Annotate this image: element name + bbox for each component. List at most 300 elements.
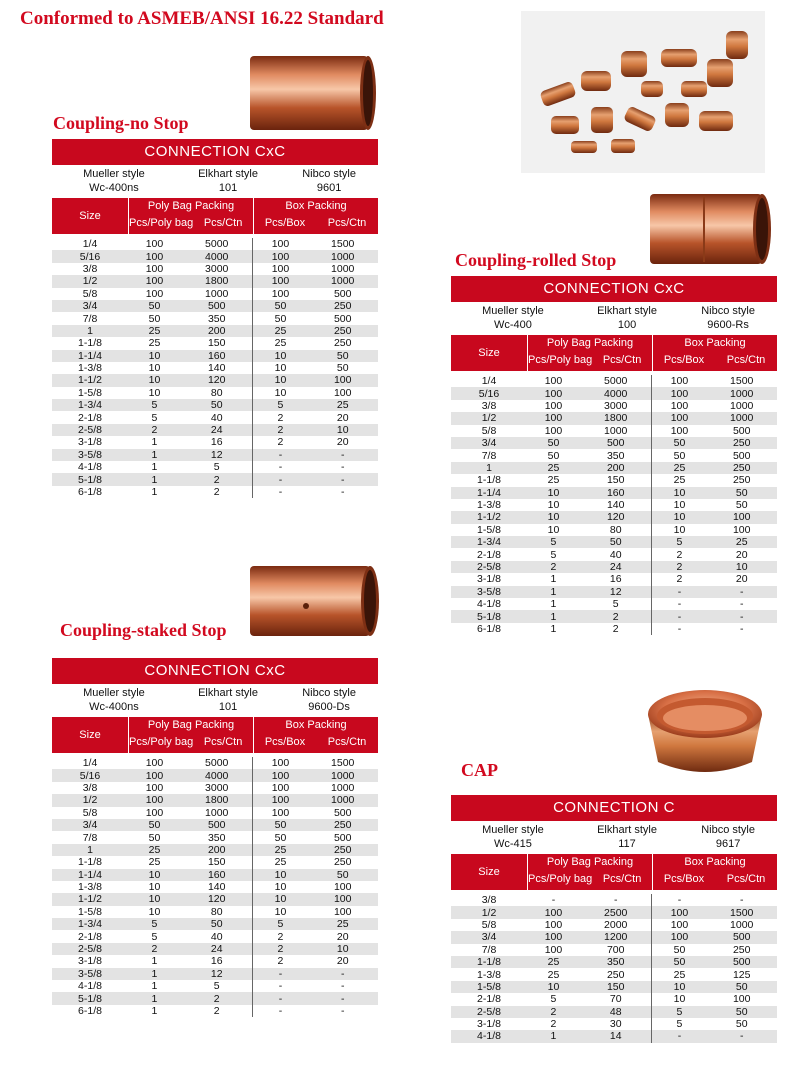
value-cell: 10 xyxy=(652,993,706,1005)
table-row xyxy=(52,300,378,312)
value-cell: 5 xyxy=(128,918,181,930)
size-cell: 2-5/8 xyxy=(451,561,527,573)
value-cell: 500 xyxy=(333,831,352,844)
style-references xyxy=(451,304,777,332)
value-cell: 100 xyxy=(145,757,164,770)
value-cell: 100 xyxy=(253,769,307,781)
poly-bag-group xyxy=(528,854,652,890)
value-cell: 2 xyxy=(213,486,220,498)
value-cell: 500 xyxy=(580,437,652,449)
size-cell: 1-3/8 xyxy=(78,881,102,894)
value-cell: 120 xyxy=(181,374,253,386)
poly-bag-header: Poly Bag Packing xyxy=(147,719,235,731)
size-cell: 1-1/8 xyxy=(78,856,102,869)
value-cell: 100 xyxy=(652,931,706,943)
elkhart-value: 100 xyxy=(617,319,637,331)
size-cell: 1-3/4 xyxy=(451,536,527,548)
value-cell: 2000 xyxy=(604,918,628,931)
value-cell: 1800 xyxy=(181,794,253,806)
size-cell: 1-5/8 xyxy=(477,523,501,536)
value-cell: 100 xyxy=(145,781,164,794)
table-row xyxy=(52,992,378,1004)
value-cell: 700 xyxy=(606,943,625,956)
value-cell: 16 xyxy=(210,955,223,968)
elkhart-value: 101 xyxy=(218,701,238,713)
mueller-label: Mueller style xyxy=(482,824,544,836)
table-row xyxy=(52,869,378,881)
size-cell: 4-1/8 xyxy=(78,461,102,474)
table-row xyxy=(52,337,378,349)
value-cell: 10 xyxy=(527,981,580,993)
value-cell: 2 xyxy=(253,436,307,448)
size-cell: 5-1/8 xyxy=(52,473,128,485)
page-title: Conformed to ASMEB/ANSI 16.22 Standard xyxy=(20,8,384,29)
value-cell: 250 xyxy=(732,474,751,487)
value-cell: 10 xyxy=(307,943,378,955)
value-cell: 100 xyxy=(253,794,307,806)
value-cell: 100 xyxy=(253,275,307,287)
size-header: Size xyxy=(451,854,528,890)
size-cell: 1-1/4 xyxy=(52,350,128,362)
value-cell: 1000 xyxy=(706,387,777,399)
value-cell: 50 xyxy=(706,981,777,993)
value-cell: 1500 xyxy=(706,906,777,918)
fittings-assortment-photo xyxy=(521,11,765,173)
table-row xyxy=(52,1005,378,1017)
value-cell: 2 xyxy=(253,424,307,436)
mueller-label: Mueller style xyxy=(83,687,145,699)
elkhart-label: Elkhart style xyxy=(198,168,258,180)
table-row xyxy=(451,425,777,437)
size-cell: 1/4 xyxy=(82,757,98,770)
value-cell: 100 xyxy=(145,238,164,251)
value-cell: - xyxy=(253,968,307,980)
value-cell: 100 xyxy=(527,412,580,424)
value-cell: 100 xyxy=(527,387,580,399)
value-cell: 100 xyxy=(145,287,164,300)
table-row xyxy=(451,1030,777,1042)
value-cell: 20 xyxy=(336,411,349,424)
value-cell: 1800 xyxy=(580,412,652,424)
packing-table xyxy=(52,238,378,498)
table-row xyxy=(451,524,777,536)
value-cell: 40 xyxy=(210,930,223,943)
value-cell: 10 xyxy=(652,499,706,511)
value-cell: 100 xyxy=(307,893,378,905)
pcs-ctn-header: Pcs/Ctn xyxy=(203,217,243,229)
value-cell: 2 xyxy=(580,610,652,622)
table-row xyxy=(52,757,378,769)
value-cell: 25 xyxy=(253,856,307,868)
value-cell: 25 xyxy=(652,968,706,980)
table-row xyxy=(52,831,378,843)
value-cell: 10 xyxy=(253,869,307,881)
value-cell: 20 xyxy=(336,436,349,449)
value-cell: 2 xyxy=(253,930,307,942)
value-cell: 100 xyxy=(544,375,563,388)
value-cell: 2 xyxy=(128,943,181,955)
table-row xyxy=(52,782,378,794)
value-cell: 100 xyxy=(333,881,352,894)
value-cell: - xyxy=(706,586,777,598)
table-row xyxy=(52,275,378,287)
value-cell: 30 xyxy=(609,1018,622,1031)
value-cell: - xyxy=(652,894,706,906)
poly-bag-group xyxy=(129,198,253,234)
value-cell: 100 xyxy=(544,918,563,931)
pcs-ctn-header: Pcs/Ctn xyxy=(327,736,367,748)
table-row xyxy=(451,610,777,622)
pcs-poly-bag-header: Pcs/Poly bag xyxy=(528,354,593,366)
value-cell: 1500 xyxy=(730,375,754,388)
table-row xyxy=(52,955,378,967)
value-cell: 10 xyxy=(128,350,181,362)
value-cell: 50 xyxy=(735,1018,748,1031)
table-row xyxy=(451,536,777,548)
size-cell: 3-1/8 xyxy=(477,1018,501,1031)
value-cell: 100 xyxy=(253,757,307,769)
value-cell: - xyxy=(253,980,307,992)
size-cell: 3-1/8 xyxy=(78,436,102,449)
value-cell: 2 xyxy=(612,623,619,635)
size-cell: 5-1/8 xyxy=(52,992,128,1004)
value-cell: 1 xyxy=(128,992,181,1004)
nibco-label: Nibco style xyxy=(302,168,356,180)
size-cell: 3/4 xyxy=(451,437,527,449)
table-row xyxy=(451,956,777,968)
value-cell: 140 xyxy=(606,499,625,512)
value-cell: 2 xyxy=(181,992,253,1004)
value-cell: 2 xyxy=(253,943,307,955)
size-cell: 1-3/8 xyxy=(78,362,102,375)
table-row xyxy=(52,374,378,386)
table-row xyxy=(451,894,777,906)
value-cell: 5 xyxy=(652,536,706,548)
pcs-poly-bag-header: Pcs/Poly bag xyxy=(129,736,194,748)
value-cell: 10 xyxy=(253,387,307,399)
value-cell: 150 xyxy=(207,337,226,350)
value-cell: 100 xyxy=(128,794,181,806)
table-row xyxy=(451,906,777,918)
value-cell: 5 xyxy=(652,1006,706,1018)
value-cell: 1 xyxy=(527,586,580,598)
value-cell: 25 xyxy=(706,536,777,548)
value-cell: 100 xyxy=(652,400,706,412)
value-cell: 1 xyxy=(151,436,158,449)
value-cell: 120 xyxy=(580,511,652,523)
value-cell: 100 xyxy=(732,993,751,1006)
table-row xyxy=(52,844,378,856)
value-cell: 100 xyxy=(527,906,580,918)
size-cell: 5/16 xyxy=(451,387,527,399)
nibco-value: 9617 xyxy=(715,838,741,850)
table-row xyxy=(451,573,777,585)
box-packing-header: Box Packing xyxy=(285,719,347,731)
value-cell: 2 xyxy=(128,424,181,436)
size-cell: 1-3/4 xyxy=(52,918,128,930)
table-row xyxy=(52,893,378,905)
elkhart-value: 117 xyxy=(618,838,636,850)
style-references xyxy=(451,823,777,851)
size-cell: 3-5/8 xyxy=(52,968,128,980)
value-cell: 160 xyxy=(181,350,253,362)
value-cell: 250 xyxy=(307,844,378,856)
value-cell: 3000 xyxy=(205,781,229,794)
nibco-value: 9601 xyxy=(316,182,342,194)
size-cell: 5-1/8 xyxy=(451,610,527,622)
value-cell: 1 xyxy=(550,623,557,635)
table-row xyxy=(451,1006,777,1018)
value-cell: 5 xyxy=(253,399,307,411)
value-cell: 10 xyxy=(253,374,307,386)
value-cell: - xyxy=(652,1030,706,1042)
value-cell: 20 xyxy=(735,548,748,561)
value-cell: 100 xyxy=(544,399,563,412)
table-row xyxy=(52,362,378,374)
poly-bag-header: Poly Bag Packing xyxy=(147,200,235,212)
value-cell: 10 xyxy=(253,893,307,905)
value-cell: 500 xyxy=(706,931,777,943)
value-cell: - xyxy=(253,473,307,485)
size-cell: 1-5/8 xyxy=(451,981,527,993)
value-cell: 40 xyxy=(210,411,223,424)
table-row xyxy=(52,980,378,992)
value-cell: 140 xyxy=(207,362,226,375)
table-row xyxy=(52,461,378,473)
size-header: Size xyxy=(451,335,528,371)
table-row xyxy=(451,511,777,523)
size-cell: 3/8 xyxy=(481,894,497,907)
value-cell: 10 xyxy=(652,511,706,523)
size-cell: 7/8 xyxy=(481,449,497,462)
value-cell: 100 xyxy=(128,769,181,781)
nibco-label: Nibco style xyxy=(302,687,356,699)
value-cell: 50 xyxy=(580,536,652,548)
size-cell: 1/4 xyxy=(82,238,98,251)
size-cell: 7/8 xyxy=(481,943,497,956)
nibco-label: Nibco style xyxy=(701,305,755,317)
value-cell: 50 xyxy=(735,499,748,512)
box-packing-group xyxy=(253,717,378,753)
value-cell: 10 xyxy=(148,905,161,918)
size-cell: 3-1/8 xyxy=(477,573,501,586)
size-cell: 1 xyxy=(52,844,128,856)
size-cell: 3/8 xyxy=(82,262,98,275)
value-cell: 50 xyxy=(253,831,307,843)
cap-photo xyxy=(640,682,770,782)
size-cell: 1 xyxy=(451,462,527,474)
coupling-staked-stop-photo xyxy=(244,560,384,642)
table-row xyxy=(52,906,378,918)
value-cell: 50 xyxy=(652,449,706,461)
value-cell: 200 xyxy=(580,462,652,474)
value-cell: 1 xyxy=(550,598,557,611)
value-cell: 1000 xyxy=(730,399,754,412)
table-row xyxy=(451,561,777,573)
poly-bag-subheaders xyxy=(528,352,652,371)
value-cell: 50 xyxy=(652,944,706,956)
value-cell: 25 xyxy=(527,462,580,474)
value-cell: 1000 xyxy=(706,412,777,424)
value-cell: 2 xyxy=(652,573,706,585)
size-cell: 1-1/4 xyxy=(451,487,527,499)
pcs-ctn-header: Pcs/Ctn xyxy=(203,736,243,748)
value-cell: 5 xyxy=(128,399,181,411)
value-cell: 25 xyxy=(652,474,706,486)
table-row xyxy=(451,437,777,449)
value-cell: - xyxy=(706,1030,777,1042)
value-cell: 1500 xyxy=(331,238,355,251)
value-cell: 25 xyxy=(307,918,378,930)
box-packing-subheaders xyxy=(254,215,378,234)
spec-block xyxy=(52,658,378,1017)
value-cell: 25 xyxy=(148,337,161,350)
value-cell: 5 xyxy=(652,1018,706,1030)
value-cell: 125 xyxy=(732,968,751,981)
packing-table xyxy=(451,375,777,635)
value-cell: 24 xyxy=(181,943,253,955)
size-cell: 5/8 xyxy=(481,918,497,931)
table-row xyxy=(52,769,378,781)
table-row xyxy=(451,487,777,499)
value-cell: 250 xyxy=(333,337,352,350)
value-cell: 1000 xyxy=(205,806,229,819)
size-cell: 7/8 xyxy=(82,312,98,325)
value-cell: 5 xyxy=(253,918,307,930)
value-cell: 100 xyxy=(253,263,307,275)
value-cell: 10 xyxy=(706,561,777,573)
size-cell: 3-5/8 xyxy=(451,586,527,598)
value-cell: 2 xyxy=(253,411,307,423)
box-packing-subheaders xyxy=(653,352,777,371)
value-cell: 10 xyxy=(148,881,161,894)
value-cell: 10 xyxy=(253,881,307,893)
value-cell: 100 xyxy=(253,250,307,262)
section-title-rolled-stop: Coupling-rolled Stop xyxy=(455,250,617,270)
box-packing-group xyxy=(652,335,777,371)
table-row xyxy=(52,424,378,436)
table-row xyxy=(52,399,378,411)
value-cell: 100 xyxy=(544,424,563,437)
value-cell: 100 xyxy=(652,387,706,399)
spec-block xyxy=(52,139,378,498)
size-cell: 1-1/2 xyxy=(52,893,128,905)
size-cell: 1-1/8 xyxy=(451,956,527,968)
value-cell: 80 xyxy=(609,523,622,536)
value-cell: 25 xyxy=(128,325,181,337)
size-cell: 7/8 xyxy=(82,831,98,844)
value-cell: 1800 xyxy=(181,275,253,287)
table-row xyxy=(52,288,378,300)
value-cell: 100 xyxy=(706,511,777,523)
value-cell: 1000 xyxy=(307,794,378,806)
value-cell: 25 xyxy=(652,462,706,474)
table-row xyxy=(52,794,378,806)
table-row xyxy=(451,412,777,424)
value-cell: 10 xyxy=(128,869,181,881)
size-cell: 4-1/8 xyxy=(477,598,501,611)
value-cell: 40 xyxy=(609,548,622,561)
value-cell: 1000 xyxy=(307,250,378,262)
value-cell: 350 xyxy=(580,956,652,968)
value-cell: 50 xyxy=(181,918,253,930)
value-cell: 250 xyxy=(732,943,751,956)
value-cell: 100 xyxy=(253,238,307,250)
value-cell: 5000 xyxy=(205,238,229,251)
box-packing-group xyxy=(253,198,378,234)
value-cell: 1000 xyxy=(331,262,355,275)
table-row xyxy=(451,499,777,511)
packing-table xyxy=(451,894,777,1043)
value-cell: 250 xyxy=(307,325,378,337)
value-cell: 500 xyxy=(706,956,777,968)
poly-bag-subheaders xyxy=(129,215,253,234)
value-cell: 50 xyxy=(336,362,349,375)
value-cell: 2 xyxy=(181,473,253,485)
size-cell: 1-3/4 xyxy=(52,399,128,411)
value-cell: 12 xyxy=(181,449,253,461)
value-cell: 24 xyxy=(181,424,253,436)
table-row xyxy=(52,436,378,448)
value-cell: 10 xyxy=(253,350,307,362)
mueller-value: Wc-400ns xyxy=(89,182,139,194)
value-cell: 500 xyxy=(333,312,352,325)
value-cell: 1 xyxy=(128,449,181,461)
value-cell: 500 xyxy=(181,819,253,831)
table-row xyxy=(451,1018,777,1030)
size-header: Size xyxy=(52,198,129,234)
value-cell: - xyxy=(739,598,744,611)
table-row xyxy=(52,238,378,250)
value-cell: 25 xyxy=(527,956,580,968)
value-cell: 5 xyxy=(213,980,220,993)
size-cell: 1-1/8 xyxy=(78,337,102,350)
box-packing-group xyxy=(652,854,777,890)
value-cell: 1 xyxy=(151,486,158,498)
value-cell: - xyxy=(739,623,744,635)
size-cell: 1-5/8 xyxy=(78,386,102,399)
value-cell: 1200 xyxy=(580,931,652,943)
value-cell: 150 xyxy=(606,474,625,487)
value-cell: 1000 xyxy=(730,918,754,931)
value-cell: - xyxy=(613,894,618,907)
value-cell: 20 xyxy=(336,955,349,968)
size-cell: 4-1/8 xyxy=(451,1030,527,1042)
value-cell: 250 xyxy=(333,856,352,869)
value-cell: 1 xyxy=(128,473,181,485)
box-packing-subheaders xyxy=(254,734,378,753)
value-cell: - xyxy=(253,1005,307,1017)
value-cell: 12 xyxy=(580,586,652,598)
table-row xyxy=(451,375,777,387)
box-packing-subheaders xyxy=(653,871,777,890)
size-cell: 6-1/8 xyxy=(78,486,102,498)
value-cell: 12 xyxy=(181,968,253,980)
size-cell: 2-1/8 xyxy=(78,411,102,424)
table-row xyxy=(451,387,777,399)
value-cell: 2 xyxy=(527,561,580,573)
value-cell: 500 xyxy=(732,449,751,462)
value-cell: 250 xyxy=(606,968,625,981)
value-cell: 1000 xyxy=(307,769,378,781)
value-cell: 48 xyxy=(580,1006,652,1018)
value-cell: 1000 xyxy=(331,781,355,794)
value-cell: 50 xyxy=(253,300,307,312)
value-cell: 100 xyxy=(307,374,378,386)
value-cell: 100 xyxy=(544,943,563,956)
value-cell: - xyxy=(652,610,706,622)
elkhart-label: Elkhart style xyxy=(597,305,657,317)
